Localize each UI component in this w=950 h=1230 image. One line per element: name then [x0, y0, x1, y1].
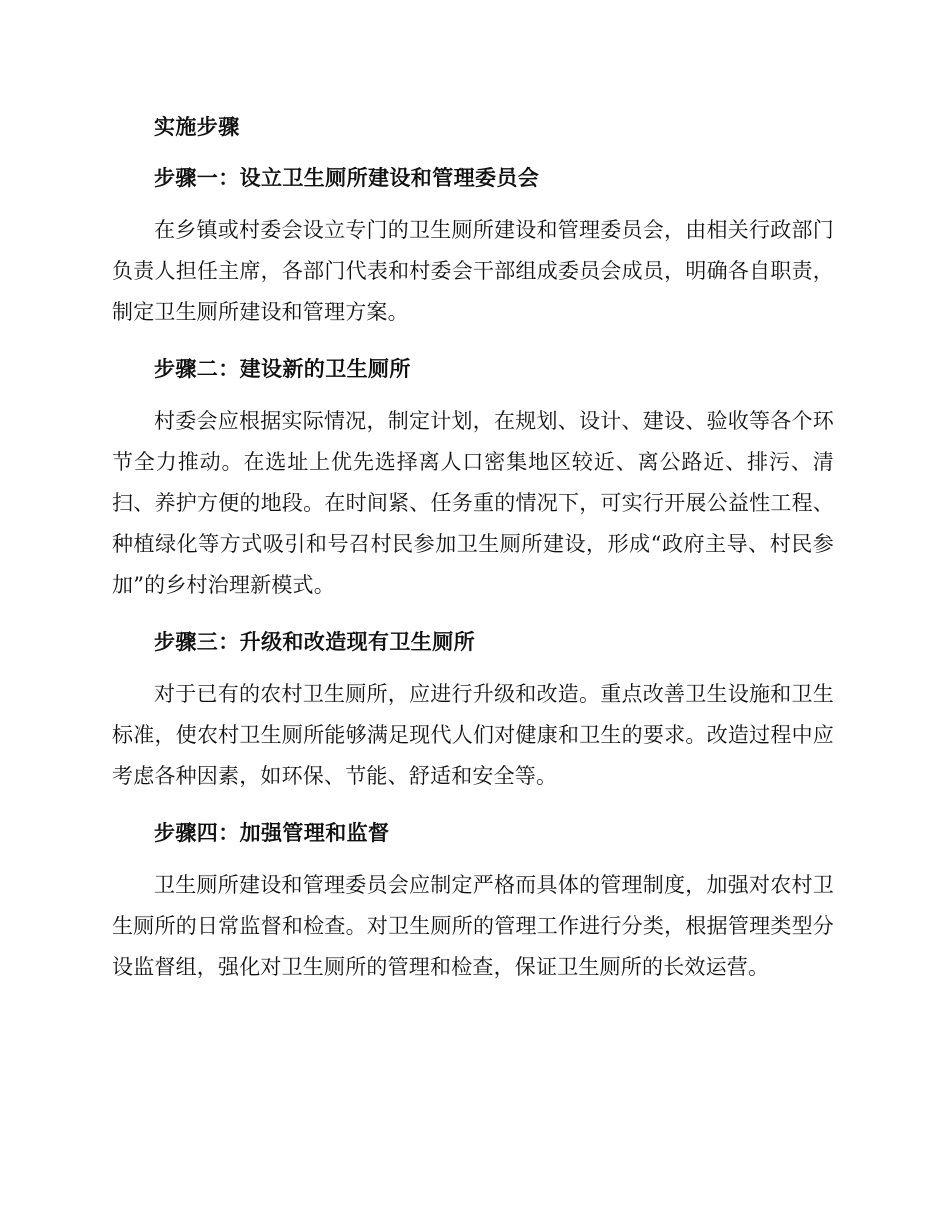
step-2-heading: 步骤二：建设新的卫生厕所	[154, 356, 411, 381]
step-2-paragraph: 村委会应根据实际情况，制定计划，在规划、设计、建设、验收等各个环节全力推动。在选址上优先选择离人口密集地区较近、离公路近、排污、清扫、养护方便的地段。在时间紧、任务重的情况下，可实行开展公益性工程、种植绿化等方式吸引和号召村民参加卫生厕所建设，形成“政府主导、村民参加”的乡村治理新模式。	[112, 409, 834, 597]
step-3-heading: 步骤三：升级和改造现有卫生厕所	[154, 629, 475, 654]
step-1-heading: 步骤一：设立卫生厕所建设和管理委员会	[154, 165, 540, 190]
document-title: 实施步骤	[154, 114, 240, 139]
step-4-heading: 步骤四：加强管理和监督	[154, 820, 390, 845]
step-3-paragraph: 对于已有的农村卫生厕所，应进行升级和改造。重点改善卫生设施和卫生标准，使农村卫生厕所能够满足现代人们对健康和卫生的要求。改造过程中应考虑各种因素，如环保、节能、舒适和安全等。	[112, 682, 834, 788]
step-4-paragraph: 卫生厕所建设和管理委员会应制定严格而具体的管理制度，加强对农村卫生厕所的日常监督和检查。对卫生厕所的管理工作进行分类，根据管理类型分设监督组，强化对卫生厕所的管理和检查，保证卫生厕所的长效运营。	[112, 873, 834, 979]
step-1-paragraph: 在乡镇或村委会设立专门的卫生厕所建设和管理委员会，由相关行政部门负责人担任主席，各部门代表和村委会干部组成委员会成员，明确各自职责，制定卫生厕所建设和管理方案。	[112, 218, 834, 324]
